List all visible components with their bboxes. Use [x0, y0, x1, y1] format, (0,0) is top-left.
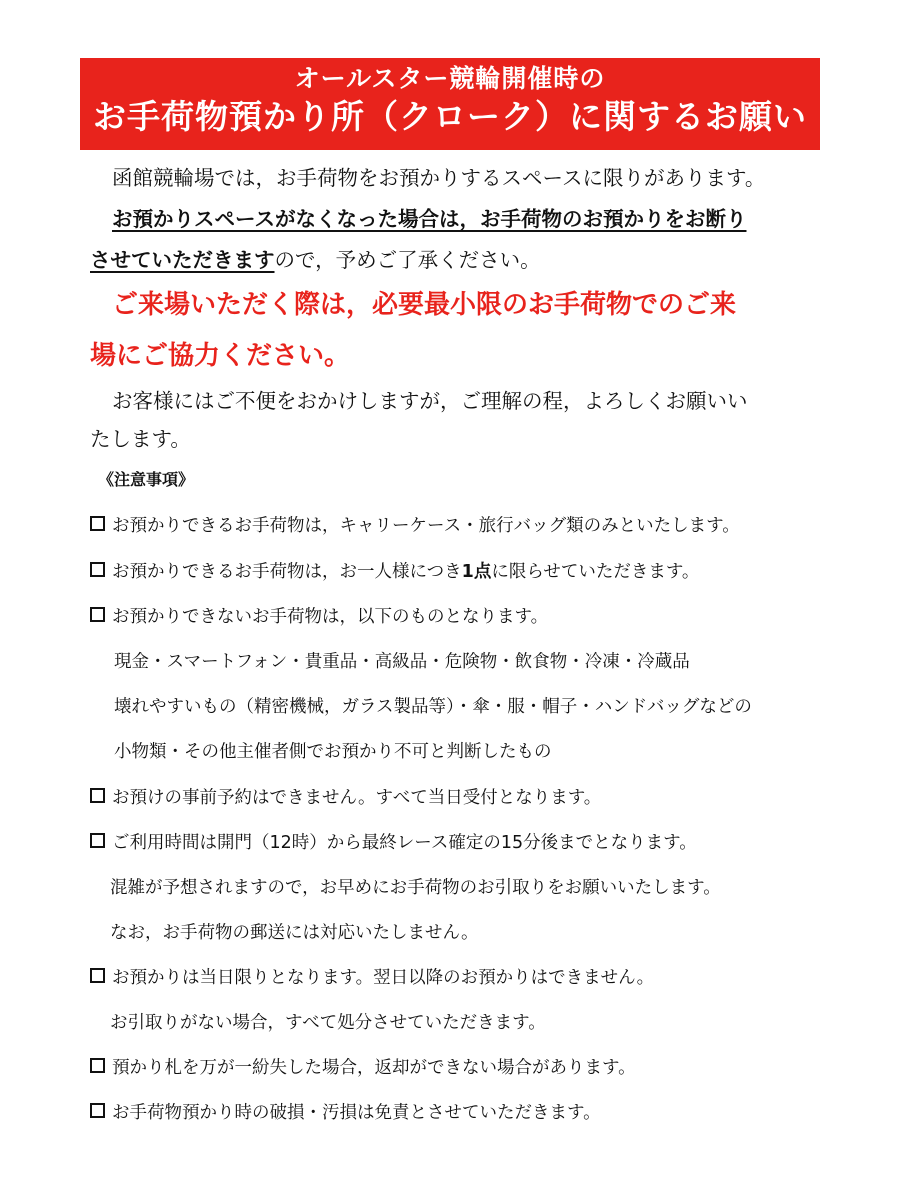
- note-text: に限らせていただきます。: [491, 562, 700, 582]
- note-text: お預かりできないお手荷物は，以下のものとなります。: [112, 607, 549, 627]
- note-text: お預かりできるお手荷物は，キャリーケース・旅行バッグ類のみといたします。: [112, 516, 740, 536]
- intro-paragraph-2-line-1: お預かりスペースがなくなった場合は，お手荷物のお預かりをお断り: [112, 207, 747, 231]
- intro-paragraph-2-line-2: [90, 244, 541, 276]
- note-text: お手荷物預かり時の破損・汚損は免責とさせていただきます。: [112, 1103, 601, 1123]
- note-item: [90, 1099, 601, 1127]
- square-bullet-icon: [90, 516, 105, 531]
- note-sub-line: 混雑が予想されますので，お早めにお手荷物のお引取りをお願いいたします。: [110, 878, 721, 898]
- square-bullet-icon: [90, 607, 105, 622]
- square-bullet-icon: [90, 968, 105, 983]
- intro-emphasis: させていただきます: [90, 248, 275, 272]
- intro-paragraph-3-line-2: たします。: [90, 427, 191, 451]
- note-sub-line: お引取りがない場合，すべて処分させていただきます。: [110, 1013, 546, 1033]
- banner-subtitle: オールスター競輪開催時の: [294, 64, 606, 93]
- note-sub-line: 小物類・その他主催者側でお預かり不可と判断したもの: [114, 742, 552, 762]
- note-text: お預かりは当日限りとなります。翌日以降のお預かりはできません。: [112, 968, 655, 988]
- note-sub-line: なお，お手荷物の郵送には対応いたしません。: [110, 923, 479, 943]
- note-item: [90, 558, 699, 586]
- square-bullet-icon: [90, 788, 105, 803]
- title-banner: [80, 58, 820, 150]
- intro-paragraph-1: 函館競輪場では，お手荷物をお預かりするスペースに限りがあります。: [112, 166, 766, 190]
- note-item: [90, 603, 548, 631]
- square-bullet-icon: [90, 1103, 105, 1118]
- note-text: 預かり札を万が一紛失した場合，返却ができない場合があります。: [112, 1058, 636, 1078]
- note-item: [90, 512, 740, 540]
- note-item: [90, 829, 697, 857]
- intro-paragraph-2-rest: ので，予めご了承ください。: [274, 248, 541, 272]
- note-sub-line: 壊れやすいもの（精密機械，ガラス製品等）・傘・服・帽子・ハンドバッグなどの: [114, 697, 752, 717]
- intro-paragraph-3-line-1: お客様にはご不便をおかけしますが，ご理解の程，よろしくお願いい: [112, 389, 748, 413]
- note-sub-line: 現金・スマートフォン・貴重品・高級品・危険物・飲食物・冷凍・冷蔵品: [114, 652, 690, 672]
- red-notice-line-1: ご来場いただく際は，必要最小限のお手荷物でのご来: [112, 290, 737, 320]
- note-item: [90, 1054, 636, 1082]
- square-bullet-icon: [90, 833, 105, 848]
- square-bullet-icon: [90, 1058, 105, 1073]
- note-item: [90, 964, 654, 992]
- note-text: お預けの事前予約はできません。すべて当日受付となります。: [112, 788, 602, 808]
- note-emphasis: 1点: [461, 562, 492, 582]
- note-item: [90, 784, 601, 812]
- note-text: ご利用時間は開門（12時）から最終レース確定の15分後までとなります。: [112, 833, 697, 853]
- notes-heading: 《注意事項》: [98, 470, 195, 489]
- square-bullet-icon: [90, 562, 105, 577]
- red-notice-line-2: 場にご協力ください。: [90, 341, 351, 371]
- banner-title: お手荷物預かり所（クローク）に関するお願い: [93, 97, 807, 136]
- note-text: お預かりできるお手荷物は，お一人様につき: [112, 562, 462, 582]
